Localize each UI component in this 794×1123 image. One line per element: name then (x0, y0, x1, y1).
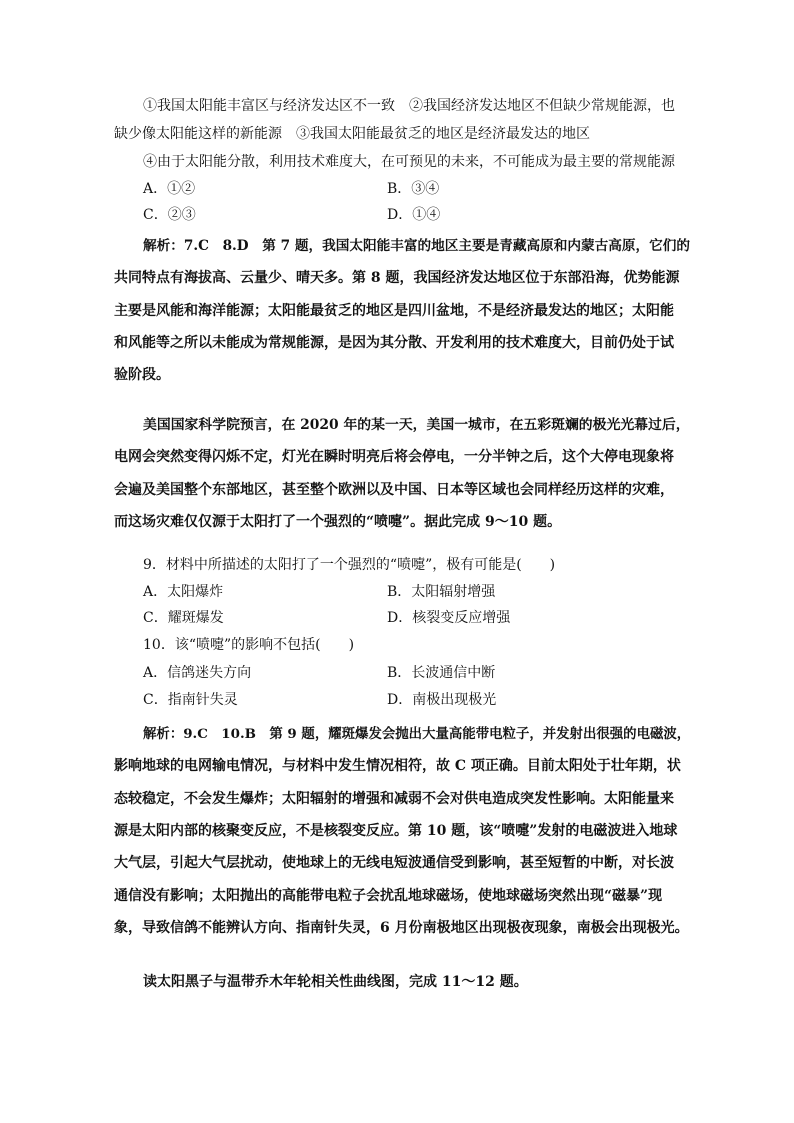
answer-9-10-line-6: 通信没有影响；太阳抛出的高能带电粒子会扰乱地球磁场，使地球磁场突然出现“磁暴”现 (114, 888, 663, 904)
answer-9-10-line-3: 态较稳定，不会发生爆炸；太阳辐射的增强和减弱不会对供电造成突发性影响。太阳能量来 (114, 791, 674, 807)
answer-9-10-line-1: 解析：9.C 10.B 第 9 题，耀斑爆发会抛出大量高能带电粒子，并发射出很强的电磁波， (143, 726, 691, 742)
q9-option-a: A．太阳爆炸 (143, 584, 224, 600)
q10-option-c: C．指南针失灵 (143, 692, 238, 708)
answer-7-8-line-3: 主要是风能和海洋能源；太阳能最贫乏的地区是四川盆地，不是经济最发达的地区；太阳能 (114, 303, 674, 319)
q9-option-b: B．太阳辐射增强 (387, 584, 496, 600)
q9-option-d: D．核裂变反应增强 (387, 610, 511, 626)
q8-option-a: A．①② (143, 181, 196, 197)
q8-statement-line-3: ④由于太阳能分散，利用技术难度大，在可预见的未来，不可能成为最主要的常规能源 (143, 154, 675, 170)
answer-9-10-line-2: 影响地球的电网输电情况，与材料中发生情况相符，故 C 项正确。目前太阳处于壮年期，状 (114, 758, 681, 774)
answer-9-10-line-7: 象，导致信鸽不能辨认方向、指南针失灵，6 月份南极地区出现极夜现象，南极会出现极光。 (114, 920, 689, 936)
answer-9-10-line-4: 源是太阳内部的核聚变反应，不是核裂变反应。第 10 题，该“喷嚏”发射的电磁波进入地球 (114, 823, 678, 839)
q10-option-b: B．长波通信中断 (387, 665, 496, 681)
q8-statement-line-1: ①我国太阳能丰富区与经济发达区不一致 ②我国经济发达地区不但缺少常规能源，也 (143, 98, 675, 114)
q9-option-c: C．耀斑爆发 (143, 610, 224, 626)
q10-option-d: D．南极出现极光 (387, 692, 497, 708)
q8-option-b: B．③④ (387, 181, 440, 197)
answer-9-10-line-5: 大气层，引起大气层扰动，使地球上的无线电短波通信受到影响，甚至短暂的中断，对长波 (114, 855, 674, 871)
material-line-3: 会遍及美国整个东部地区，甚至整个欧洲以及中国、日本等区域也会同样经历这样的灾难， (114, 482, 674, 498)
answer-7-8-line-5: 验阶段。 (114, 367, 170, 383)
answer-7-8-line-2: 共同特点有海拔高、云量少、晴天多。第 8 题，我国经济发达地区位于东部沿海，优势能源 (114, 270, 680, 286)
q8-statement-line-2: 缺少像太阳能这样的新能源 ③我国太阳能最贫乏的地区是经济最发达的地区 (114, 126, 590, 142)
intro-11-12: 读太阳黑子与温带乔木年轮相关性曲线图，完成 11～12 题。 (143, 974, 528, 990)
material-line-2: 电网会突然变得闪烁不定，灯光在瞬时明亮后将会停电，一分半钟之后，这个大停电现象将 (114, 449, 674, 465)
q9-stem: 9．材料中所描述的太阳打了一个强烈的“喷嚏”，极有可能是( ) (143, 557, 556, 573)
material-line-4: 而这场灾难仅仅源于太阳打了一个强烈的“喷嚏”。据此完成 9～10 题。 (114, 514, 562, 530)
q8-option-d: D．①④ (387, 207, 441, 223)
q10-stem: 10．该“喷嚏”的影响不包括( ) (143, 637, 355, 653)
q8-option-c: C．②③ (143, 207, 196, 223)
answer-7-8-line-1: 解析：7.C 8.D 第 7 题，我国太阳能丰富的地区主要是青藏高原和内蒙古高原，它们的 (143, 238, 690, 254)
q10-option-a: A．信鸽迷失方向 (143, 665, 252, 681)
answer-7-8-line-4: 和风能等之所以未能成为常规能源，是因为其分散、开发利用的技术难度大，目前仍处于试 (114, 335, 674, 351)
material-line-1: 美国国家科学院预言，在 2020 年的某一天，美国一城市，在五彩斑斓的极光光幕过后， (143, 417, 690, 433)
